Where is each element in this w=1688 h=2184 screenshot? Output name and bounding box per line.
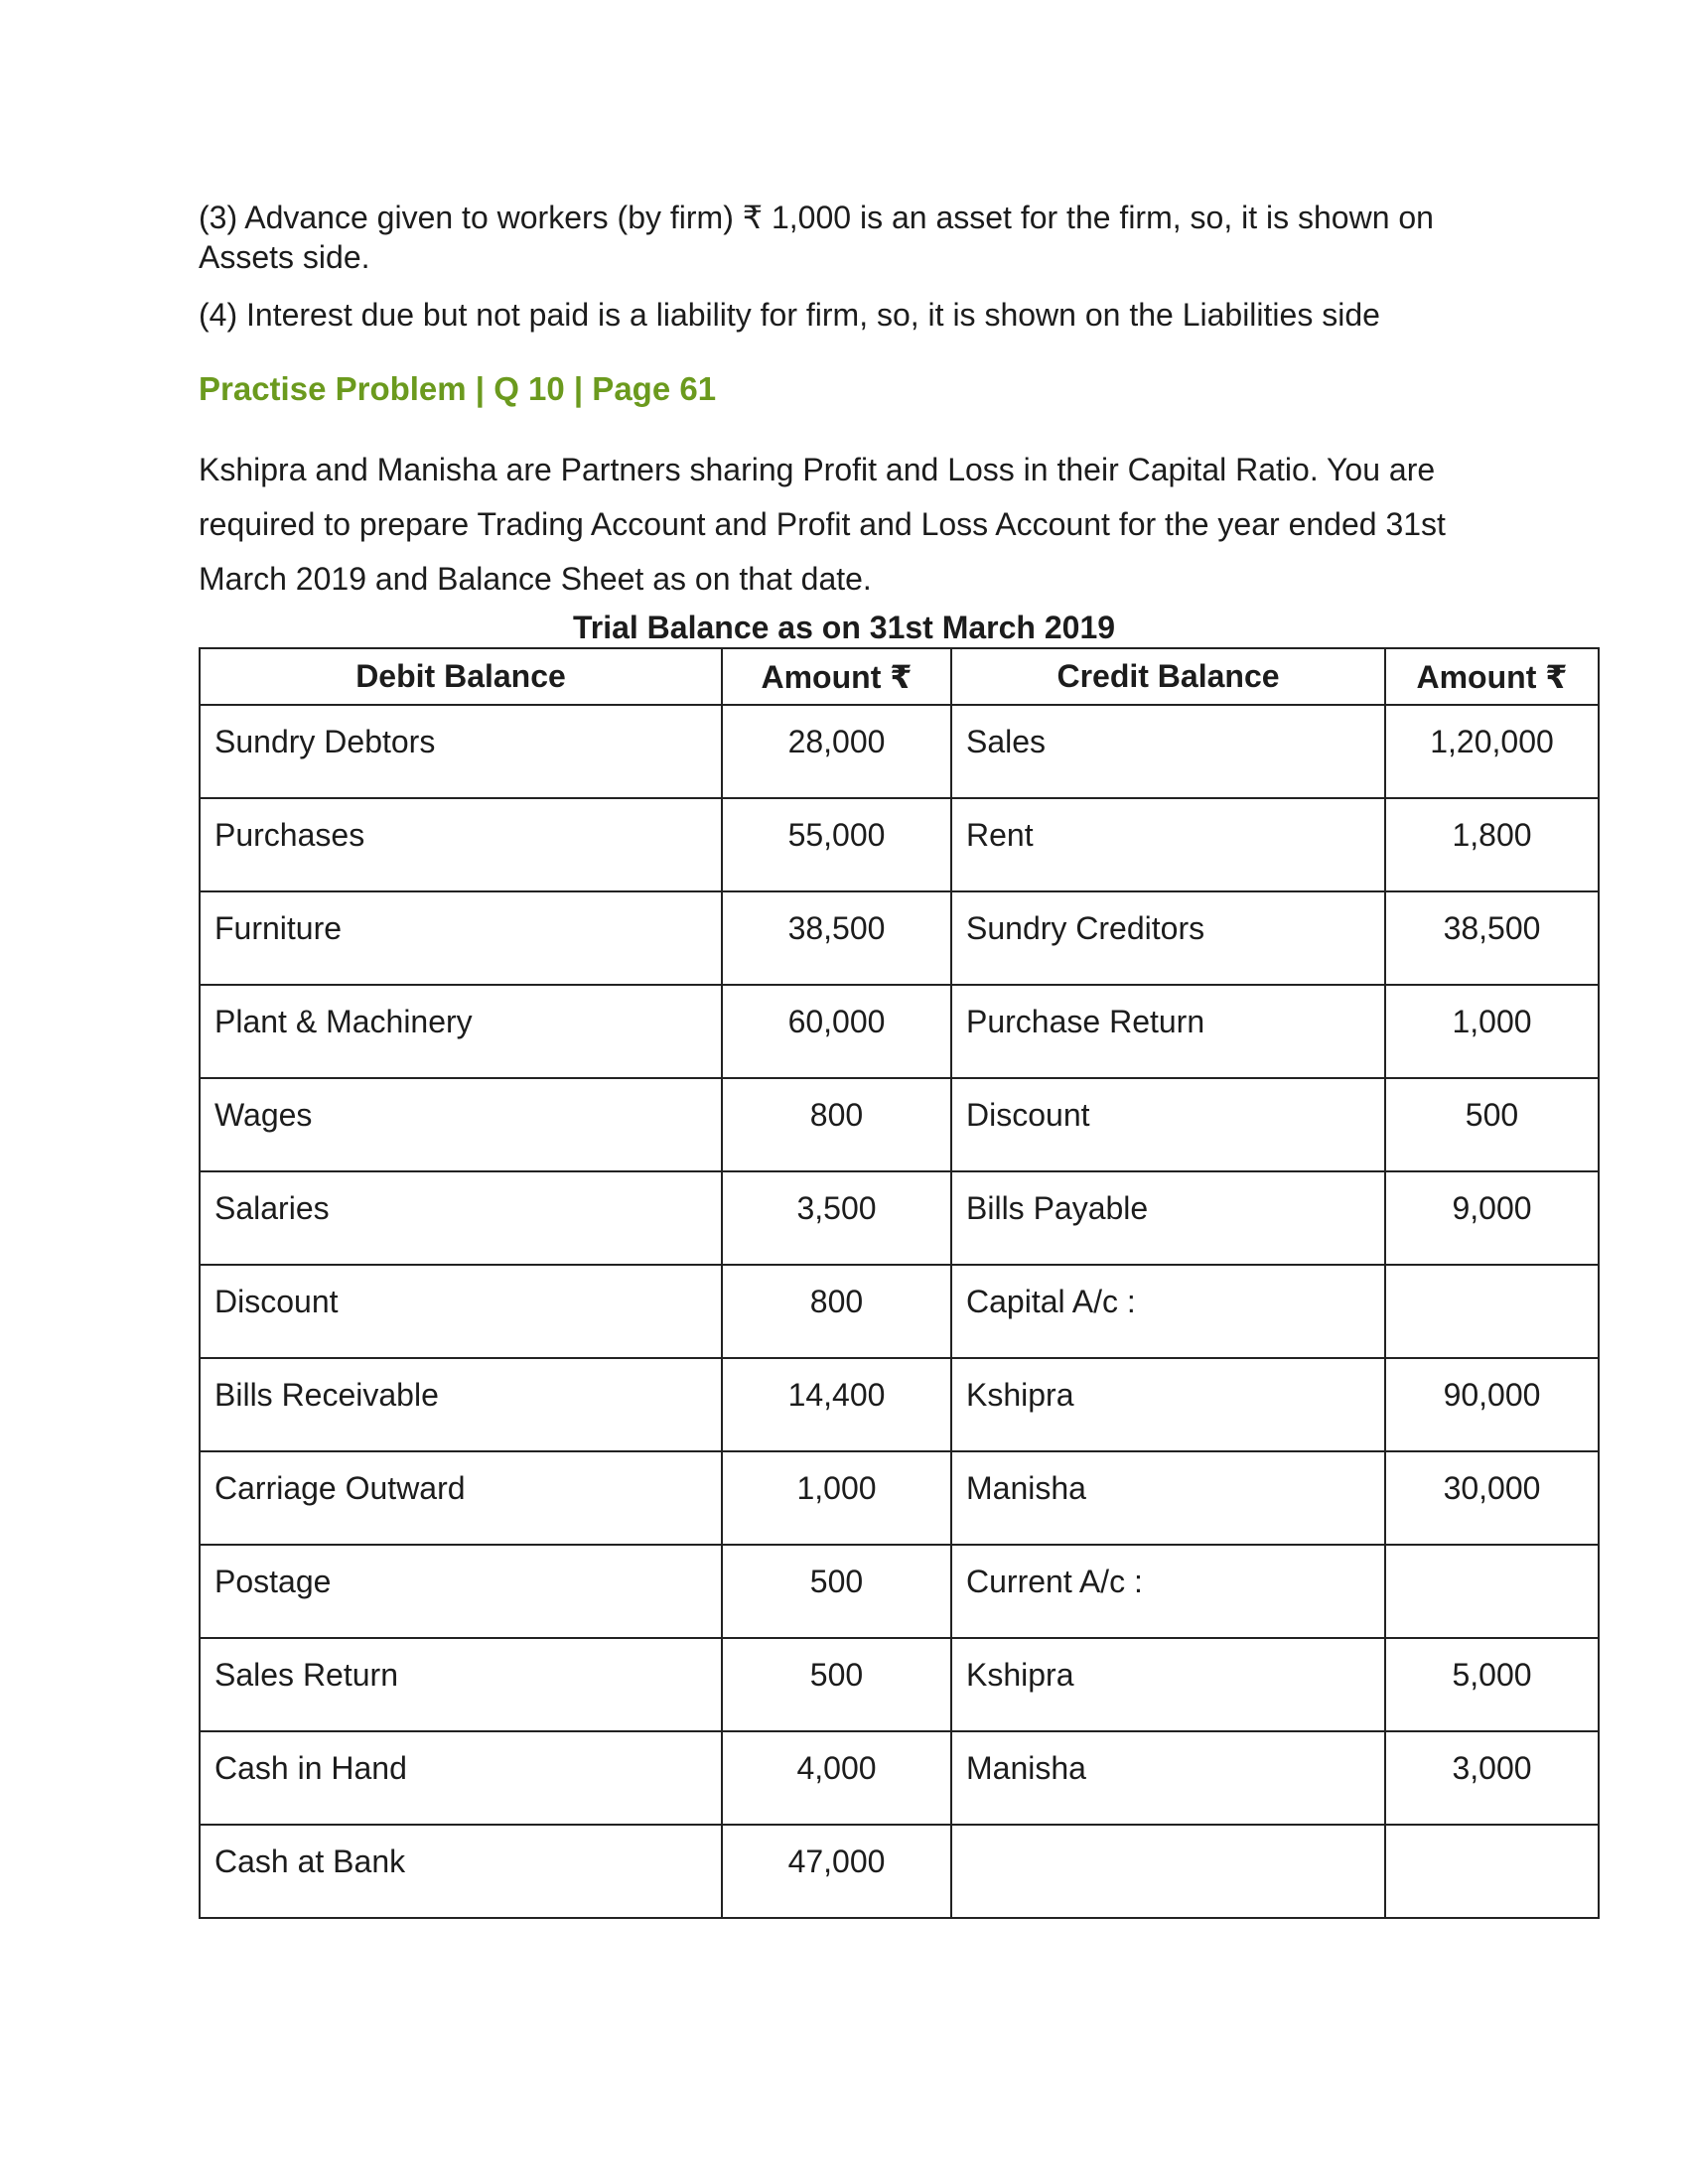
credit-amount: 1,800 (1385, 798, 1599, 891)
table-header-row (200, 648, 1599, 705)
debit-item: Postage (200, 1545, 722, 1638)
credit-amount (1385, 1545, 1599, 1638)
credit-item: Manisha (951, 1451, 1385, 1545)
debit-item: Sundry Debtors (200, 705, 722, 798)
credit-item (951, 1825, 1385, 1918)
table-row (200, 985, 1599, 1078)
debit-amount: 800 (722, 1078, 951, 1171)
debit-amount: 4,000 (722, 1731, 951, 1825)
credit-item: Manisha (951, 1731, 1385, 1825)
debit-amount: 47,000 (722, 1825, 951, 1918)
credit-amount (1385, 1825, 1599, 1918)
table-row (200, 1825, 1599, 1918)
debit-item: Furniture (200, 891, 722, 985)
debit-item: Carriage Outward (200, 1451, 722, 1545)
credit-amount: 1,000 (1385, 985, 1599, 1078)
credit-item: Sales (951, 705, 1385, 798)
debit-amount: 800 (722, 1265, 951, 1358)
debit-item: Purchases (200, 798, 722, 891)
debit-item: Bills Receivable (200, 1358, 722, 1451)
credit-item: Kshipra (951, 1358, 1385, 1451)
table-row (200, 1171, 1599, 1265)
problem-heading: Practise Problem | Q 10 | Page 61 (199, 370, 717, 407)
note-3: (3) Advance given to workers (by firm) ₹ 1,000 is an asset for the firm, so, it is shown on Assets side. (199, 200, 1434, 275)
debit-amount: 28,000 (722, 705, 951, 798)
note-4: (4) Interest due but not paid is a liability for firm, so, it is shown on the Liabilities side (199, 297, 1380, 333)
table-row (200, 1731, 1599, 1825)
credit-amount: 30,000 (1385, 1451, 1599, 1545)
header-debit-balance: Debit Balance (200, 648, 722, 705)
credit-item: Capital A/c : (951, 1265, 1385, 1358)
debit-amount: 14,400 (722, 1358, 951, 1451)
debit-amount: 1,000 (722, 1451, 951, 1545)
debit-item: Discount (200, 1265, 722, 1358)
credit-item: Bills Payable (951, 1171, 1385, 1265)
header-debit-amount: Amount ₹ (722, 648, 951, 705)
header-credit-balance: Credit Balance (951, 648, 1385, 705)
table-row (200, 1265, 1599, 1358)
credit-amount: 90,000 (1385, 1358, 1599, 1451)
credit-amount: 9,000 (1385, 1171, 1599, 1265)
credit-item: Kshipra (951, 1638, 1385, 1731)
credit-item: Discount (951, 1078, 1385, 1171)
debit-amount: 38,500 (722, 891, 951, 985)
debit-item: Salaries (200, 1171, 722, 1265)
credit-amount (1385, 1265, 1599, 1358)
table-row (200, 1358, 1599, 1451)
debit-amount: 60,000 (722, 985, 951, 1078)
debit-item: Plant & Machinery (200, 985, 722, 1078)
credit-amount: 5,000 (1385, 1638, 1599, 1731)
credit-item: Purchase Return (951, 985, 1385, 1078)
debit-amount: 500 (722, 1638, 951, 1731)
debit-item: Wages (200, 1078, 722, 1171)
credit-item: Rent (951, 798, 1385, 891)
credit-item: Sundry Creditors (951, 891, 1385, 985)
credit-amount: 1,20,000 (1385, 705, 1599, 798)
debit-item: Cash at Bank (200, 1825, 722, 1918)
debit-amount: 3,500 (722, 1171, 951, 1265)
problem-text: Kshipra and Manisha are Partners sharing Profit and Loss in their Capital Ratio. You are required to prepare Trading Account and Profit and Loss Account for the year ended 31st March 2019 and Balance Sheet as on that date. (199, 452, 1446, 597)
table-row (200, 1451, 1599, 1545)
table-row (200, 891, 1599, 985)
header-credit-amount: Amount ₹ (1385, 648, 1599, 705)
credit-amount: 38,500 (1385, 891, 1599, 985)
table-row (200, 1078, 1599, 1171)
table-row (200, 705, 1599, 798)
debit-item: Cash in Hand (200, 1731, 722, 1825)
table-row (200, 1545, 1599, 1638)
debit-amount: 55,000 (722, 798, 951, 891)
credit-amount: 3,000 (1385, 1731, 1599, 1825)
credit-amount: 500 (1385, 1078, 1599, 1171)
debit-item: Sales Return (200, 1638, 722, 1731)
credit-item: Current A/c : (951, 1545, 1385, 1638)
table-row (200, 1638, 1599, 1731)
debit-amount: 500 (722, 1545, 951, 1638)
trial-balance-title: Trial Balance as on 31st March 2019 (572, 610, 1116, 645)
trial-balance-table (199, 647, 1600, 1919)
table-row (200, 798, 1599, 891)
